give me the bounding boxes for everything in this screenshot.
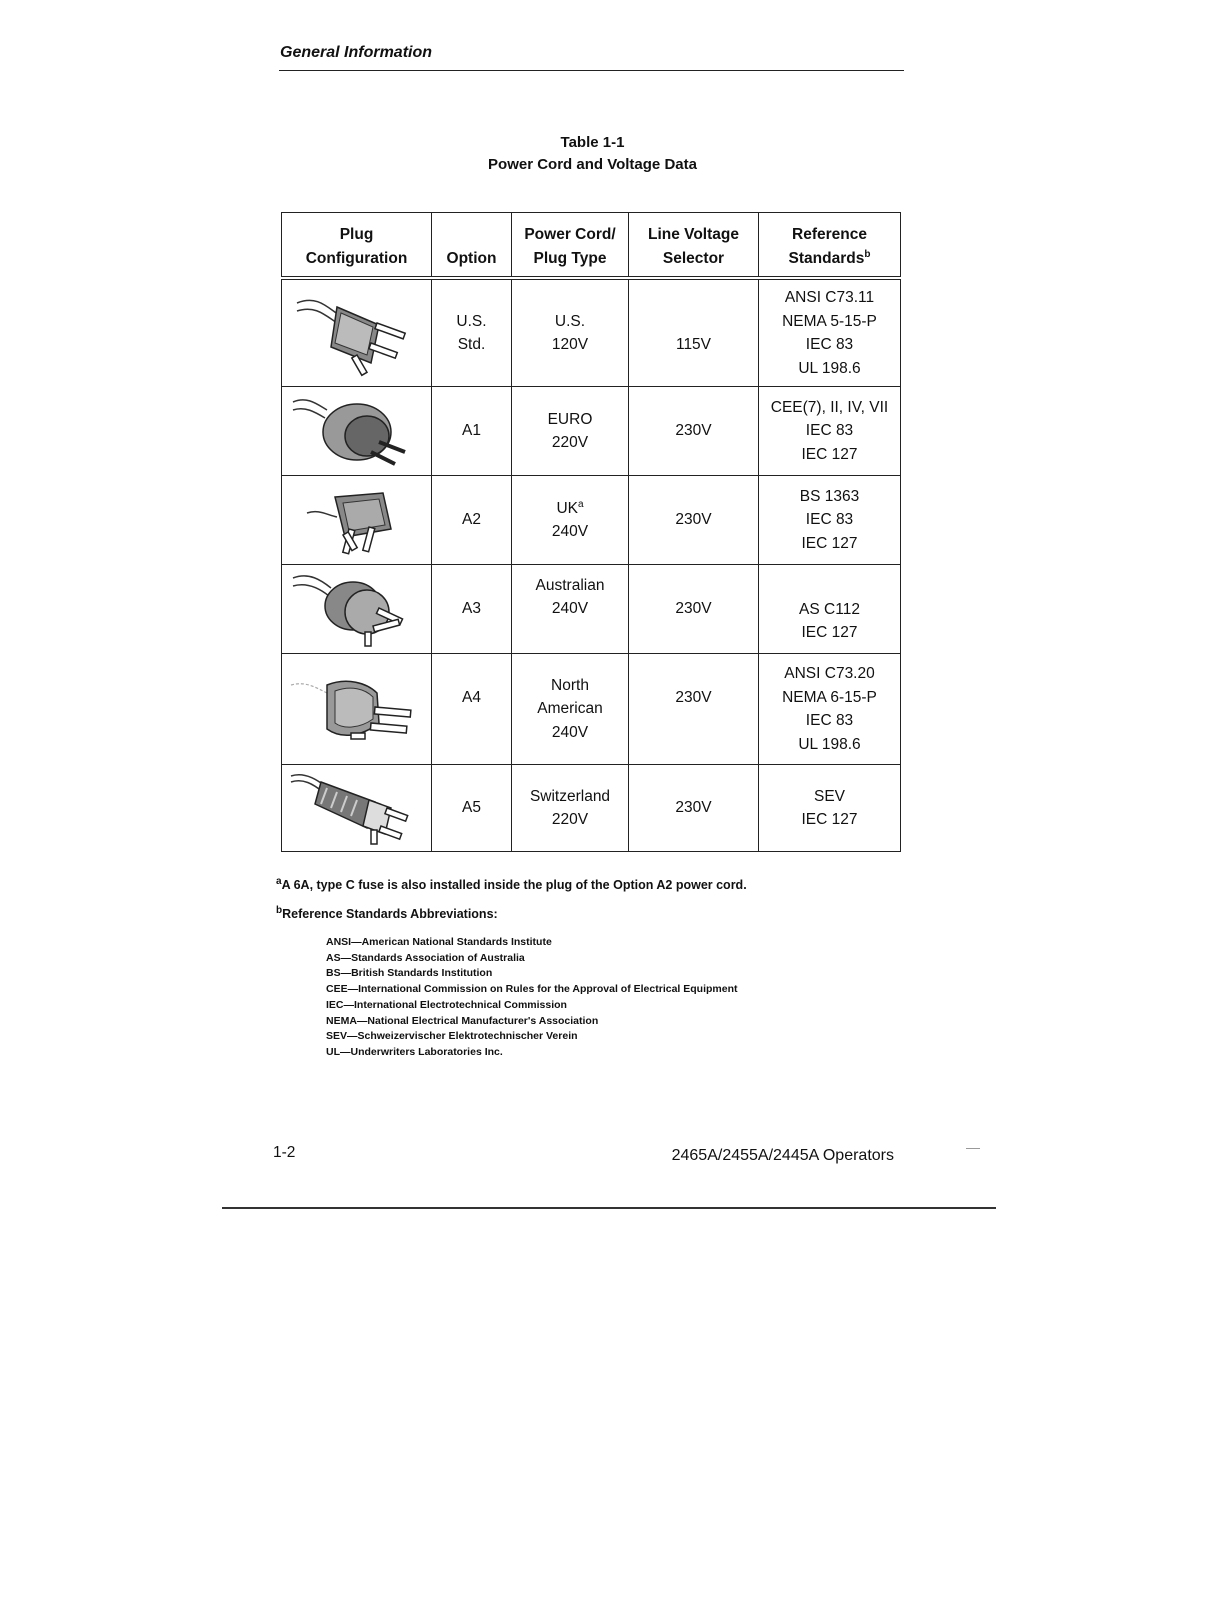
australian-plug-icon <box>287 568 427 650</box>
header-power-cord: Power Cord/ Plug Type <box>512 213 629 279</box>
table-title: Power Cord and Voltage Data <box>488 156 697 173</box>
header-rule <box>279 70 904 71</box>
list-item: NEMA—National Electrical Manufacturer's Association <box>326 1014 599 1027</box>
abbreviation-list <box>326 935 886 1061</box>
header-reference-standards: Reference Standards$^b$ <box>759 213 901 279</box>
list-item: ANSI—American National Standards Institute <box>326 936 552 948</box>
us-plug-icon <box>287 285 427 381</box>
uk-plug-icon <box>287 479 427 561</box>
north-american-plug-icon <box>287 659 427 759</box>
list-item: AS—Standards Association of Australia <box>326 951 525 964</box>
swiss-plug-icon <box>287 768 427 848</box>
list-item: SEV—Schweizervischer Elektrotechnischer Verein <box>326 1030 578 1043</box>
table-row: A3 Australian 240V 230V AS C112 IEC 127 <box>282 565 901 654</box>
table-header-row <box>282 213 901 279</box>
list-item: IEC—International Electrotechnical Commission <box>326 998 567 1011</box>
footnote-a: $^a$A 6A, type C fuse is also installed inside the plug of the Option A2 power cord. <box>276 875 747 892</box>
table-row: A2 $UK^a$ 240V 230V BS 1363 IEC 83 IEC 127 <box>282 476 901 565</box>
power-cord-table-container <box>281 212 900 852</box>
header-plug-configuration: Plug Configuration <box>282 213 432 279</box>
footer-rule <box>222 1207 996 1209</box>
scan-mark <box>966 1148 980 1149</box>
table-number: Table 1-1 <box>560 134 625 151</box>
table-row: U.S. Std. U.S. 120V 115V ANSI C73.11 NEMA 5-15-P IEC 83 UL 198.6 <box>282 278 901 387</box>
table-row: A4 North American 240V 230V ANSI C73.20 NEMA 6-15-P IEC 83 UL 198.6 <box>282 654 901 765</box>
list-item: CEE—International Commission on Rules for the Approval of Electrical Equipment <box>326 983 738 996</box>
euro-plug-icon <box>287 390 427 472</box>
section-header: General Information <box>280 44 433 61</box>
document-title: 2465A/2455A/2445A Operators <box>671 1147 894 1164</box>
header-option: Option <box>432 213 512 279</box>
footnotes <box>276 875 916 936</box>
footnote-b: $^b$Reference Standards Abbreviations: <box>276 904 498 921</box>
table-row: A5 Switzerland 220V 230V SEV IEC 127 <box>282 765 901 852</box>
list-item: UL—Underwriters Laboratories Inc. <box>326 1045 503 1058</box>
header-line-voltage: Line Voltage Selector <box>629 213 759 279</box>
power-cord-table <box>281 212 901 852</box>
page-number: 1-2 <box>273 1144 296 1161</box>
table-caption <box>280 132 905 176</box>
list-item: BS—British Standards Institution <box>326 967 493 980</box>
table-row: A1 EURO 220V 230V CEE(7), II, IV, VII IEC 83 IEC 127 <box>282 387 901 476</box>
